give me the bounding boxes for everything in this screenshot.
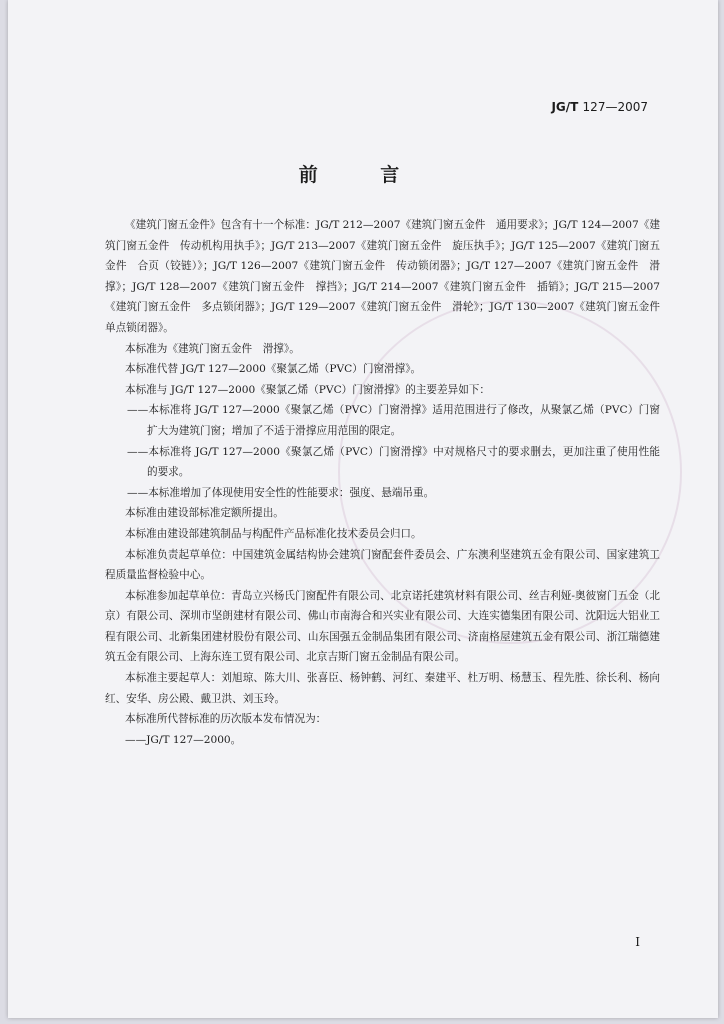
- paragraph-drafters: 本标准主要起草人：刘旭琼、陈大川、张喜臣、杨钟鹤、河红、秦建平、杜万明、杨慧玉、程先胜、徐长利、杨向红、安华、房公殿、戴卫洪、刘玉玲。: [105, 672, 660, 705]
- paragraph-difference-3: ——本标准增加了体现使用安全性的性能要求：强度、悬端吊重。: [127, 486, 435, 499]
- page-title: 前 言: [298, 164, 428, 186]
- standard-number-value: 127—2007: [582, 100, 648, 114]
- paragraph-difference-2: ——本标准将 JG/T 127—2000《聚氯乙烯（PVC）门窗滑撑》中对规格尺寸的要求删去，更加注重了使用性能的要求。: [127, 445, 660, 479]
- paragraph-participating-units: 本标准参加起草单位：青岛立兴杨氏门窗配件有限公司、北京诺托建筑材料有限公司、丝吉利娅-奥彼窗门五金（北京）有限公司、深圳市坚朗建材有限公司、佛山市南海合和兴实业有限公司、大连实德集团有限公司、沈阳远大铝业工程有限公司、北新集团建材股份有限公司、山东国强五金制品集团有限公司、济南格屋建筑五金有限公司、浙江瑞德建筑五金有限公司、上海东连工贸有限公司、北京吉斯门窗五金制品有限公司。: [105, 589, 660, 664]
- paragraph-drafting-unit: 本标准负责起草单位：中国建筑金属结构协会建筑门窗配套件委员会、广东澳利坚建筑五金有限公司、国家建筑工程质量监督检验中心。: [105, 548, 660, 582]
- paragraph-standards-list: 《建筑门窗五金件》包含有十一个标准：JG/T 212—2007《建筑门窗五金件 通用要求》；JG/T 124—2007《建筑门窗五金件 传动机构用执手》；JG/T 213—2007《建筑门窗五金件 旋压执手》；JG/T 125—2007《建筑门窗五金件 合页（铰链）》；JG/T 126—2007《建筑门窗五金件 传动锁闭器》；JG/T 127—2007《建筑门窗五金件 滑撑》；JG/T 128—2007《建筑门窗五金件 撑挡》；JG/T 214—2007《建筑门窗五金件 插销》；JG/T 215—2007《建筑门窗五金件 多点锁闭器》；JG/T 129—2007《建筑门窗五金件 滑轮》；JG/T 130—2007《建筑门窗五金件 单点锁闭器》。: [105, 219, 671, 334]
- paragraph-scope: 本标准为《建筑门窗五金件 滑撑》。: [125, 342, 300, 355]
- paragraph-proposed-by: 本标准由建设部标准定额所提出。: [125, 507, 284, 520]
- standard-number: [551, 100, 648, 114]
- paragraph-differences-intro: 本标准与 JG/T 127—2000《聚氯乙烯（PVC）门窗滑撑》的主要差异如下：: [125, 383, 490, 396]
- paragraph-difference-1: ——本标准将 JG/T 127—2000《聚氯乙烯（PVC）门窗滑撑》适用范围进行了修改，从聚氯乙烯（PVC）门窗扩大为建筑门窗；增加了不适于滑撑应用范围的限定。: [127, 404, 660, 437]
- paragraph-history-intro: 本标准所代替标准的历次版本发布情况为：: [125, 713, 327, 726]
- standard-prefix: JG/T: [551, 100, 579, 114]
- paragraph-replaces: 本标准代替 JG/T 127—2000《聚氯乙烯（PVC）门窗滑撑》。: [125, 363, 422, 376]
- page-number: I: [635, 935, 640, 949]
- document-page: [8, 0, 718, 1018]
- foreword-body: [105, 215, 671, 750]
- paragraph-managed-by: 本标准由建设部建筑制品与构配件产品标准化技术委员会归口。: [125, 527, 422, 540]
- paragraph-history-item: ——JG/T 127—2000。: [125, 733, 242, 746]
